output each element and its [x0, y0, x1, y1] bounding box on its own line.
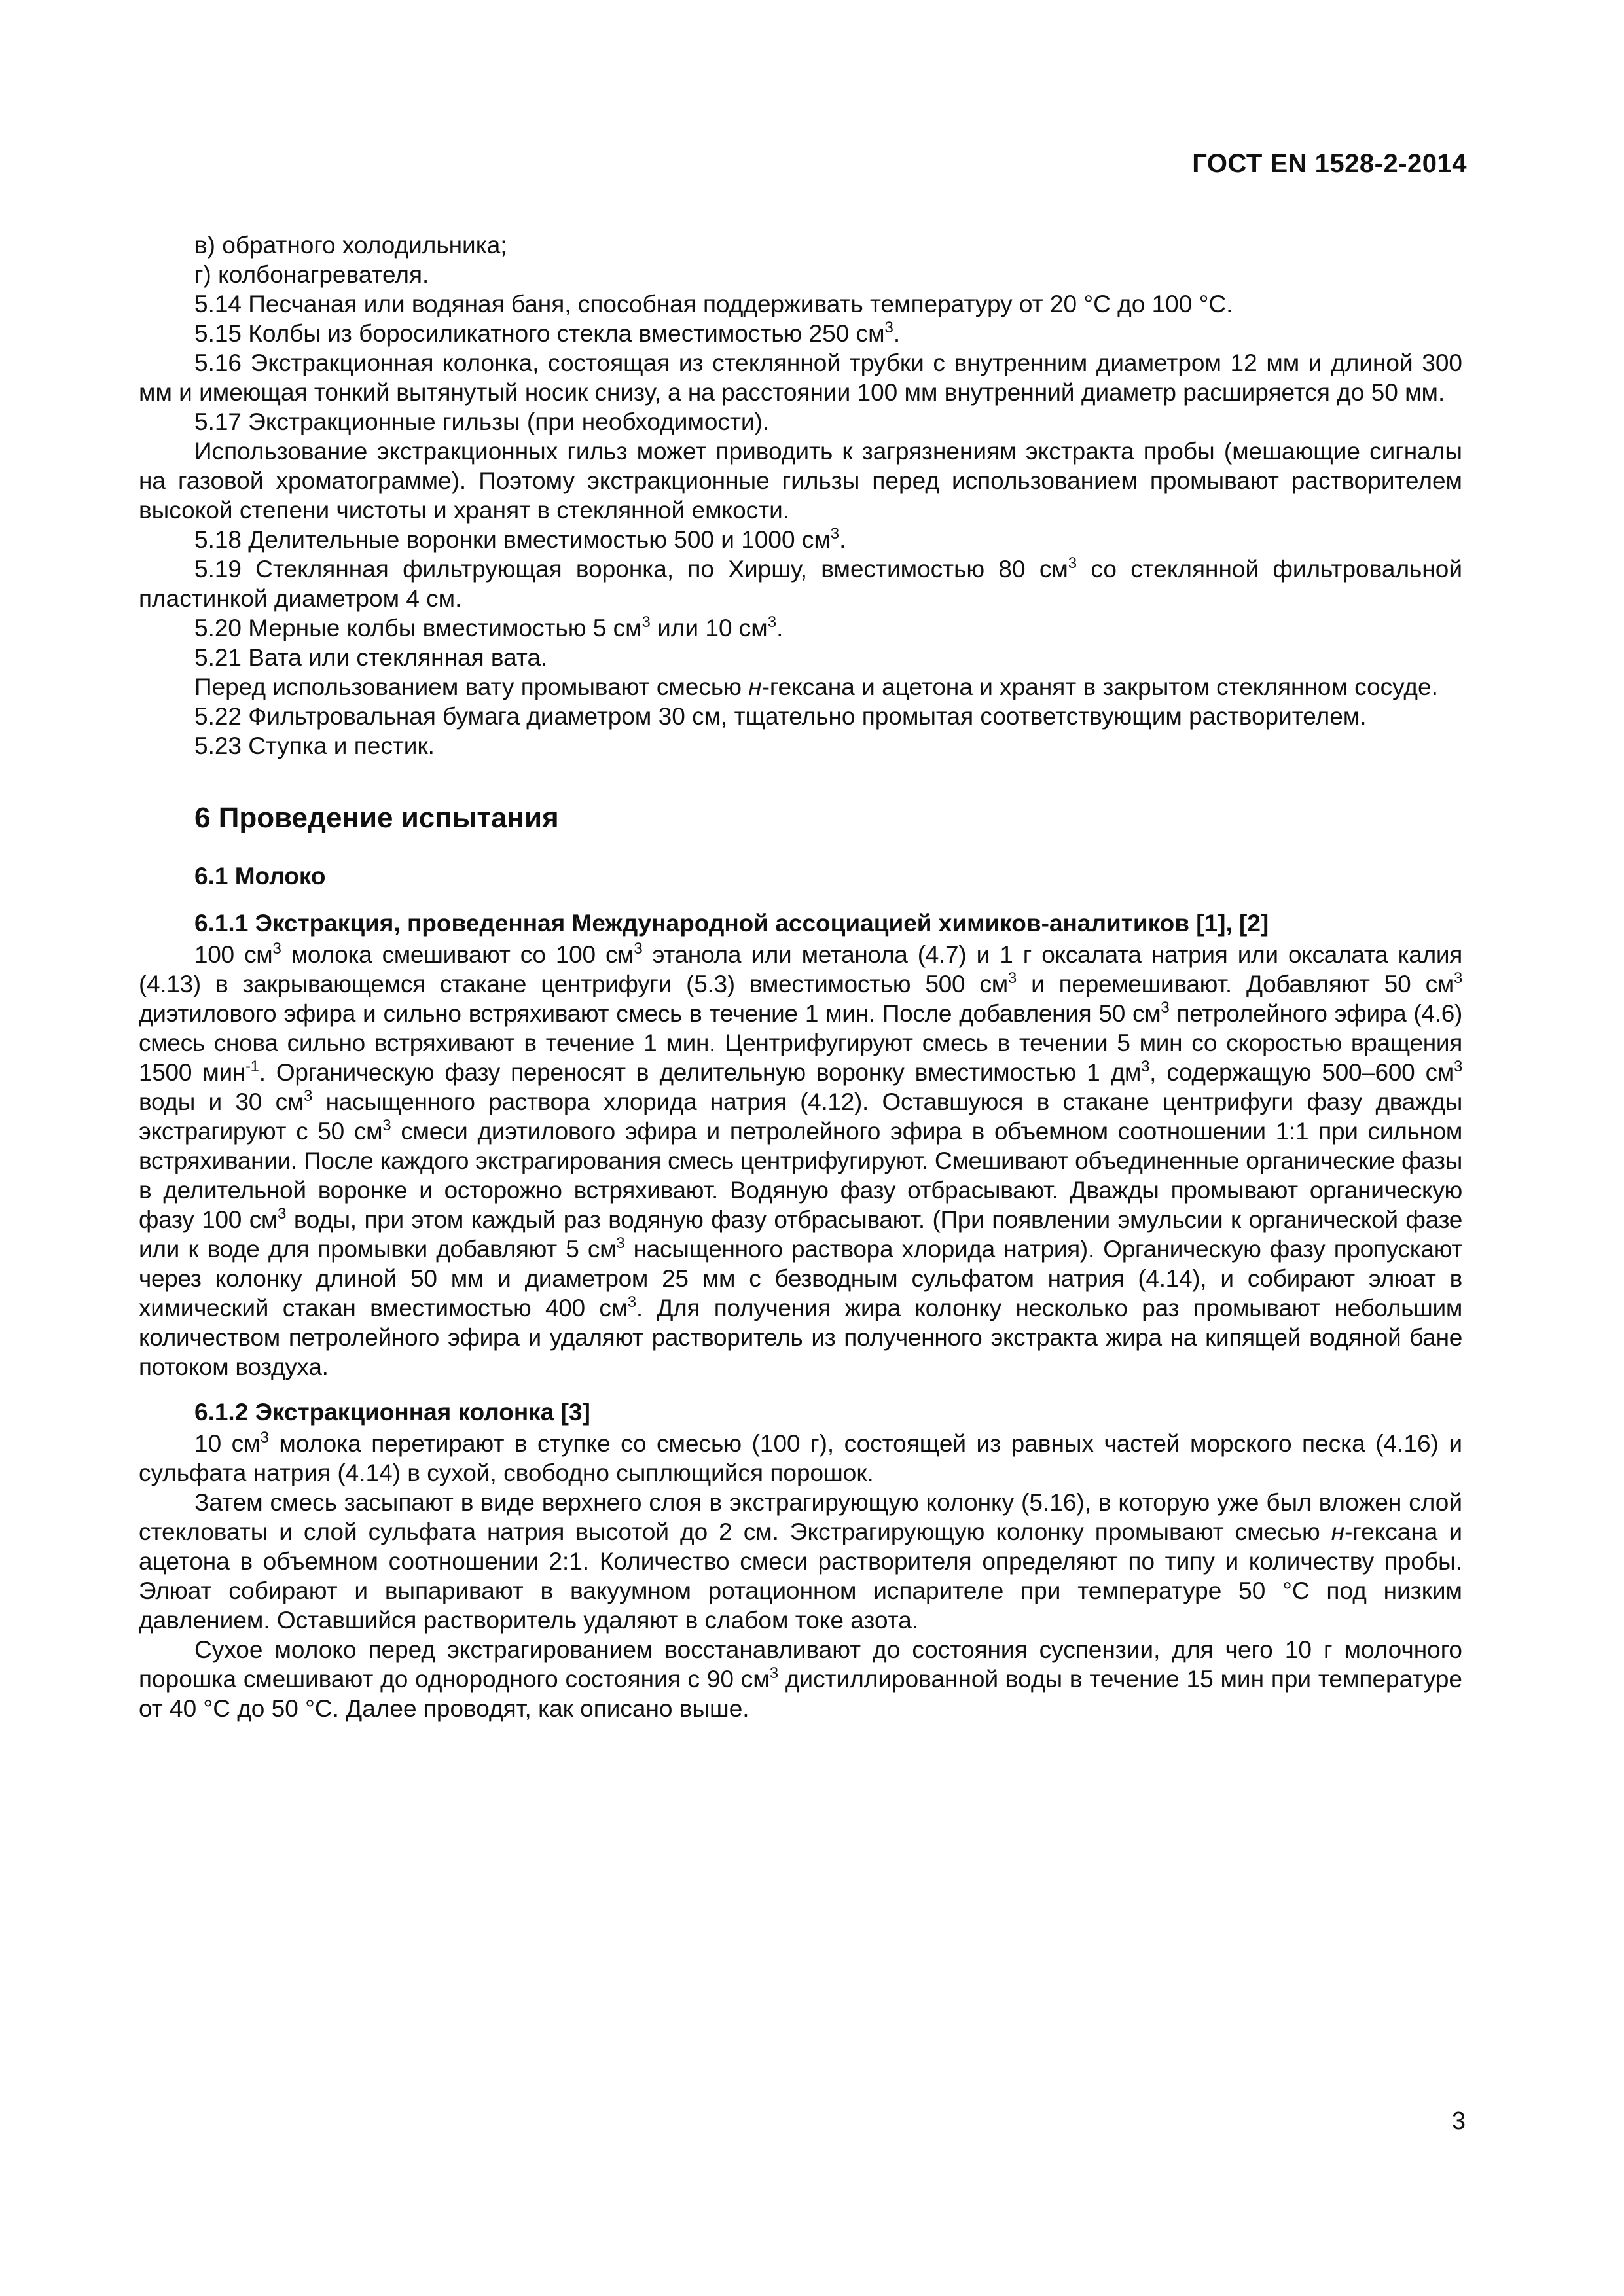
section-6-1-1-title: 6.1.1 Экстракция, проведенная Международной ассоциацией химиков-аналитиков [1], [2] — [194, 910, 1269, 937]
item-5-19: 5.19 Стеклянная фильтрующая воронка, по Хиршу, вместимостью 80 $см^3$ со стеклянной фильтровальной пластинкой диаметром 4 см. — [139, 554, 1462, 612]
item-5-22: 5.22 Фильтровальная бумага диаметром 30 см, тщательно промытая соответствующим растворителем. — [194, 703, 1367, 730]
document-body — [139, 230, 1462, 1723]
item-5-21-note: Перед использованием вату промывают смесью н-гексана и ацетона и хранят в закрытом стеклянном сосуде. — [194, 673, 1438, 700]
section-6-1-title: 6.1 Молоко — [194, 863, 326, 889]
list-item-g: г) колбонагревателя. — [194, 261, 429, 288]
item-5-17-note: Использование экстракционных гильз может приводить к загрязнениям экстракта пробы (мешающие сигналы на газовой хроматограмме). Поэтому экстракционные гильзы перед использованием промывают растворителем высокой степени чистоты и хранят в стеклянной емкости. — [139, 438, 1462, 524]
section-6-1-2-title: 6.1.2 Экстракционная колонка [3] — [194, 1399, 590, 1426]
item-5-14: 5.14 Песчаная или водяная баня, способная поддерживать температуру от 20 °С до 100 °С. — [194, 291, 1233, 317]
item-5-21: 5.21 Вата или стеклянная вата. — [194, 644, 548, 671]
section-6-1-2-paragraph-1: 10 $см^3$ молока перетирают в ступке со смесью (100 г), состоящей из равных частей морского песка (4.16) и сульфата натрия (4.14) в сухой, свободно сыплющийся порошок. — [139, 1429, 1463, 1486]
document-header: ГОСТ EN 1528-2-2014 — [1192, 149, 1467, 178]
item-5-23: 5.23 Ступка и пестик. — [194, 732, 435, 759]
list-item-v: в) обратного холодильника; — [194, 232, 507, 259]
section-6-1-2-paragraph-2: Затем смесь засыпают в виде верхнего слоя в экстрагирующую колонку (5.16), в которую уже был вложен слой стекловаты и слой сульфата натрия высотой до 2 см. Экстрагирующую колонку промывают смесью н-гексана и ацетона в объемном соотношении 2:1. Количество смеси растворителя определяют по типу и количеству пробы. Элюат собирают и выпаривают в вакуумном ротационном испарителе при температуре 50 °С под низким давлением. Оставшийся растворитель удаляют в слабом токе азота. — [139, 1489, 1462, 1634]
item-5-18: 5.18 Делительные воронки вместимостью 500 и 1000 $см^3$. — [194, 525, 846, 553]
section-6-title: 6 Проведение испытания — [194, 802, 559, 834]
item-5-16: 5.16 Экстракционная колонка, состоящая из стеклянной трубки с внутренним диаметром 12 мм и длиной 300 мм и имеющая тонкий вытянутый носик снизу, а на расстоянии 100 мм внутренний диаметр расширяется до 50 мм. — [139, 350, 1462, 406]
item-5-15: 5.15 Колбы из боросиликатного стекла вместимостью 250 $см^3$. — [194, 319, 901, 347]
section-6-1-2-paragraph-3: Сухое молоко перед экстрагированием восстанавливают до состояния суспензии, для чего 10 г молочного порошка смешивают до однородного состояния с 90 $см^3$ дистиллированной воды в течение 15 мин при температуре от 40 °С до 50 °С. Далее проводят, как описано выше. — [139, 1636, 1462, 1722]
section-6-1-1-paragraph: 100 $см^3$ молока смешивают со 100 $см^3$ этанола или метанола (4.7) и 1 г оксалата натрия или оксалата калия (4.13) в закрывающемся стакане центрифуги (5.3) вместимостью 500 $см^3$ и перемешивают. Добавляют 50 $см^3$ диэтилового эфира и сильно встряхивают смесь в течение 1 мин. После добавления 50 $см^3$ петролейного эфира (4.6) смесь снова сильно встряхивают в течение 1 мин. Центрифугируют смесь в течении 5 мин со скоростью вращения 1500 мин$^{-1}$. Органическую фазу переносят в делительную воронку вместимостью 1 $дм^3$, содержащую 500–600 $см^3$ воды и 30 $см^3$ насыщенного раствора хлорида натрия (4.12). Оставшуюся в стакане центрифуги фазу дважды экстрагируют с 50 $см^3$ смеси диэтилового эфира и петролейного эфира в объемном соотношении 1:1 при сильном встряхивании. После каждого экстрагирования смесь центрифугируют. Смешивают объединенные органические фазы в делительной воронке и осторожно встряхивают. Водяную фазу отбрасывают. Дважды промывают органическую фазу 100 $см^3$ воды, при этом каждый раз водяную фазу отбрасывают. (При появлении эмульсии к органической фазе или к воде для промывки добавляют 5 $см^3$ насыщенного раствора хлорида натрия). Органическую фазу пропускают через колонку длиной 50 мм и диаметром 25 мм с безводным сульфатом натрия (4.14), и собирают элюат в химический стакан вместимостью 400 $см^3$. Для получения жира колонку несколько раз промывают небольшим количеством петролейного эфира и удаляют растворитель из полученного экстракта жира на кипящей водяной бане потоком воздуха. — [139, 940, 1463, 1380]
page-number: 3 — [1451, 2108, 1466, 2135]
item-5-17: 5.17 Экстракционные гильзы (при необходимости). — [194, 408, 770, 435]
item-5-20: 5.20 Мерные колбы вместимостью 5 $см^3$ или 10 $см^3$. — [194, 613, 784, 641]
